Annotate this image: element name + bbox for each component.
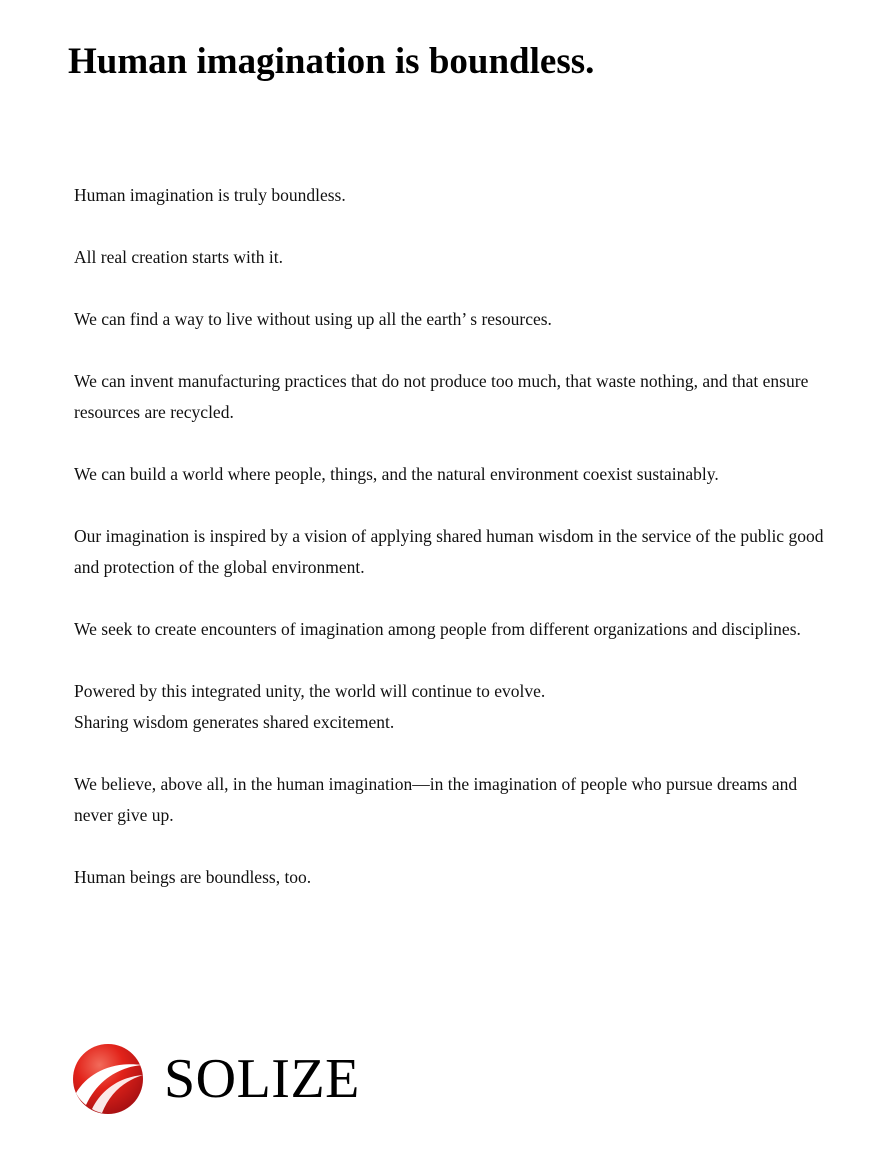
paragraph: [74, 614, 834, 645]
paragraph-line: Human imagination is truly boundless.: [74, 185, 346, 205]
paragraph-line: We can build a world where people, things, and the natural environment coexist sustainably.: [74, 464, 719, 484]
paragraph: [74, 676, 834, 738]
paragraph: [74, 180, 834, 211]
paragraph: [74, 304, 834, 335]
paragraph-line: We can invent manufacturing practices that do not produce too much, that waste nothing, and that ensure resources are recycled.: [74, 371, 809, 422]
paragraph: [74, 242, 834, 273]
paragraph: [74, 459, 834, 490]
paragraph-line: We can find a way to live without using up all the earth’ s resources.: [74, 309, 552, 329]
paragraph-line: Powered by this integrated unity, the world will continue to evolve.: [74, 681, 546, 701]
red-sphere-swoosh-icon: [72, 1043, 144, 1115]
paragraph-line: Sharing wisdom generates shared excitement.: [74, 712, 395, 732]
paragraph-line: We believe, above all, in the human imagination—in the imagination of people who pursue dreams and never give up.: [74, 774, 798, 825]
paragraph: [74, 521, 834, 583]
paragraph-line: All real creation starts with it.: [74, 247, 283, 267]
paragraph-line: We seek to create encounters of imagination among people from different organizations and disciplines.: [74, 619, 801, 639]
paragraph: [74, 862, 834, 893]
paragraph: [74, 366, 834, 428]
wordmark: SOLIZE: [164, 1048, 360, 1110]
paragraph-line: Our imagination is inspired by a vision of applying shared human wisdom in the service of the public good and protection of the global environment.: [74, 526, 824, 577]
headline: Human imagination is boundless.: [68, 41, 595, 82]
solize-logo: [72, 1041, 360, 1117]
body-text: [74, 180, 834, 924]
paragraph-line: Human beings are boundless, too.: [74, 867, 312, 887]
paragraph: [74, 769, 834, 831]
